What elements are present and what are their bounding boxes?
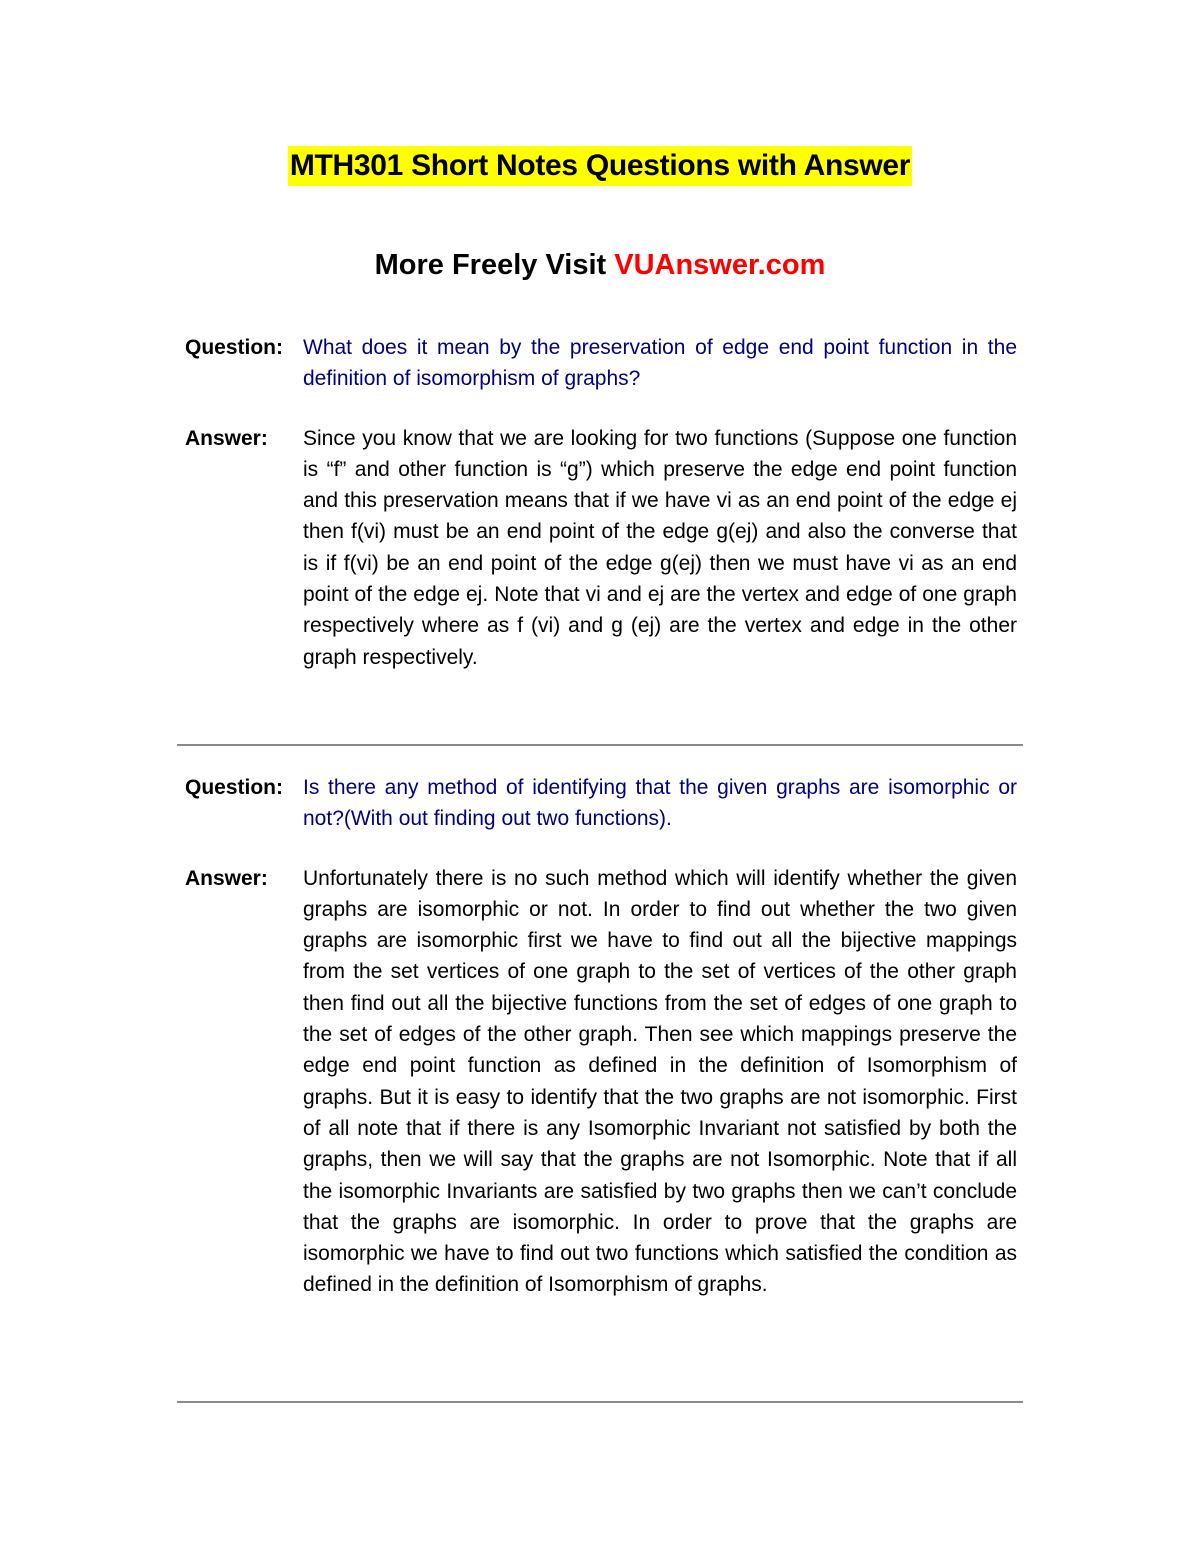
answer-text: Since you know that we are looking for two functions (Suppose one function is “f” and other function is “g”) which preserve the edge end point function and this preservation means that if we have vi as an end point of the edge ej then f(vi) must be an end point of the edge g(ej) and also the converse that is if f(vi) be an end point of the edge g(ej) then we must have vi as an end point of the edge ej. Note that vi and ej are the vertex and edge of one graph respectively where as f (vi) and g (ej) are the vertex and edge in the other graph respectively. bbox=[303, 426, 1017, 669]
divider bbox=[177, 744, 1023, 746]
brand-link[interactable]: VUAnswer.com bbox=[614, 249, 826, 281]
question-label: Question: bbox=[185, 776, 283, 799]
title-container bbox=[0, 146, 1200, 186]
subtitle-prefix: More Freely Visit bbox=[374, 249, 615, 281]
question-label: Question: bbox=[185, 336, 283, 359]
answer-text: Unfortunately there is no such method which will identify whether the given graphs are isomorphic or not. In order to find out whether the two given graphs are isomorphic first we have to find out all the bijective mappings from the set vertices of one graph to the set of vertices of the other graph then find out all the bijective functions from the set of edges of one graph to the set of edges of the other graph. Then see which mappings preserve the edge end point function as defined in the definition of Isomorphism of graphs. But it is easy to identify that the two graphs are not isomorphic. First of all note that if there is any Isomorphic Invariant not satisfied by both the graphs, then we will say that the graphs are not Isomorphic. Note that if all the isomorphic Invariants are satisfied by two graphs then we can’t conclude that the graphs are isomorphic. In order to prove that the graphs are isomorphic we have to find out two functions which satisfied the condition as defined in the definition of Isomorphism of graphs. bbox=[303, 866, 1017, 1297]
question-text: Is there any method of identifying that the given graphs are isomorphic or not?(With out finding out two functions). bbox=[303, 776, 1017, 831]
page-title: MTH301 Short Notes Questions with Answer bbox=[288, 146, 912, 186]
question-text: What does it mean by the preservation of edge end point function in the definition of isomorphism of graphs? bbox=[303, 336, 1017, 391]
answer-row bbox=[185, 423, 1017, 673]
answer-label: Answer: bbox=[185, 866, 268, 890]
answer-label: Answer: bbox=[185, 426, 268, 450]
question-row bbox=[185, 332, 1017, 395]
divider bbox=[177, 1401, 1023, 1403]
qa-block-1 bbox=[185, 332, 1017, 673]
question-row bbox=[185, 772, 1017, 835]
subtitle bbox=[0, 246, 1200, 284]
answer-row bbox=[185, 863, 1017, 1301]
qa-block-2 bbox=[185, 772, 1017, 1301]
